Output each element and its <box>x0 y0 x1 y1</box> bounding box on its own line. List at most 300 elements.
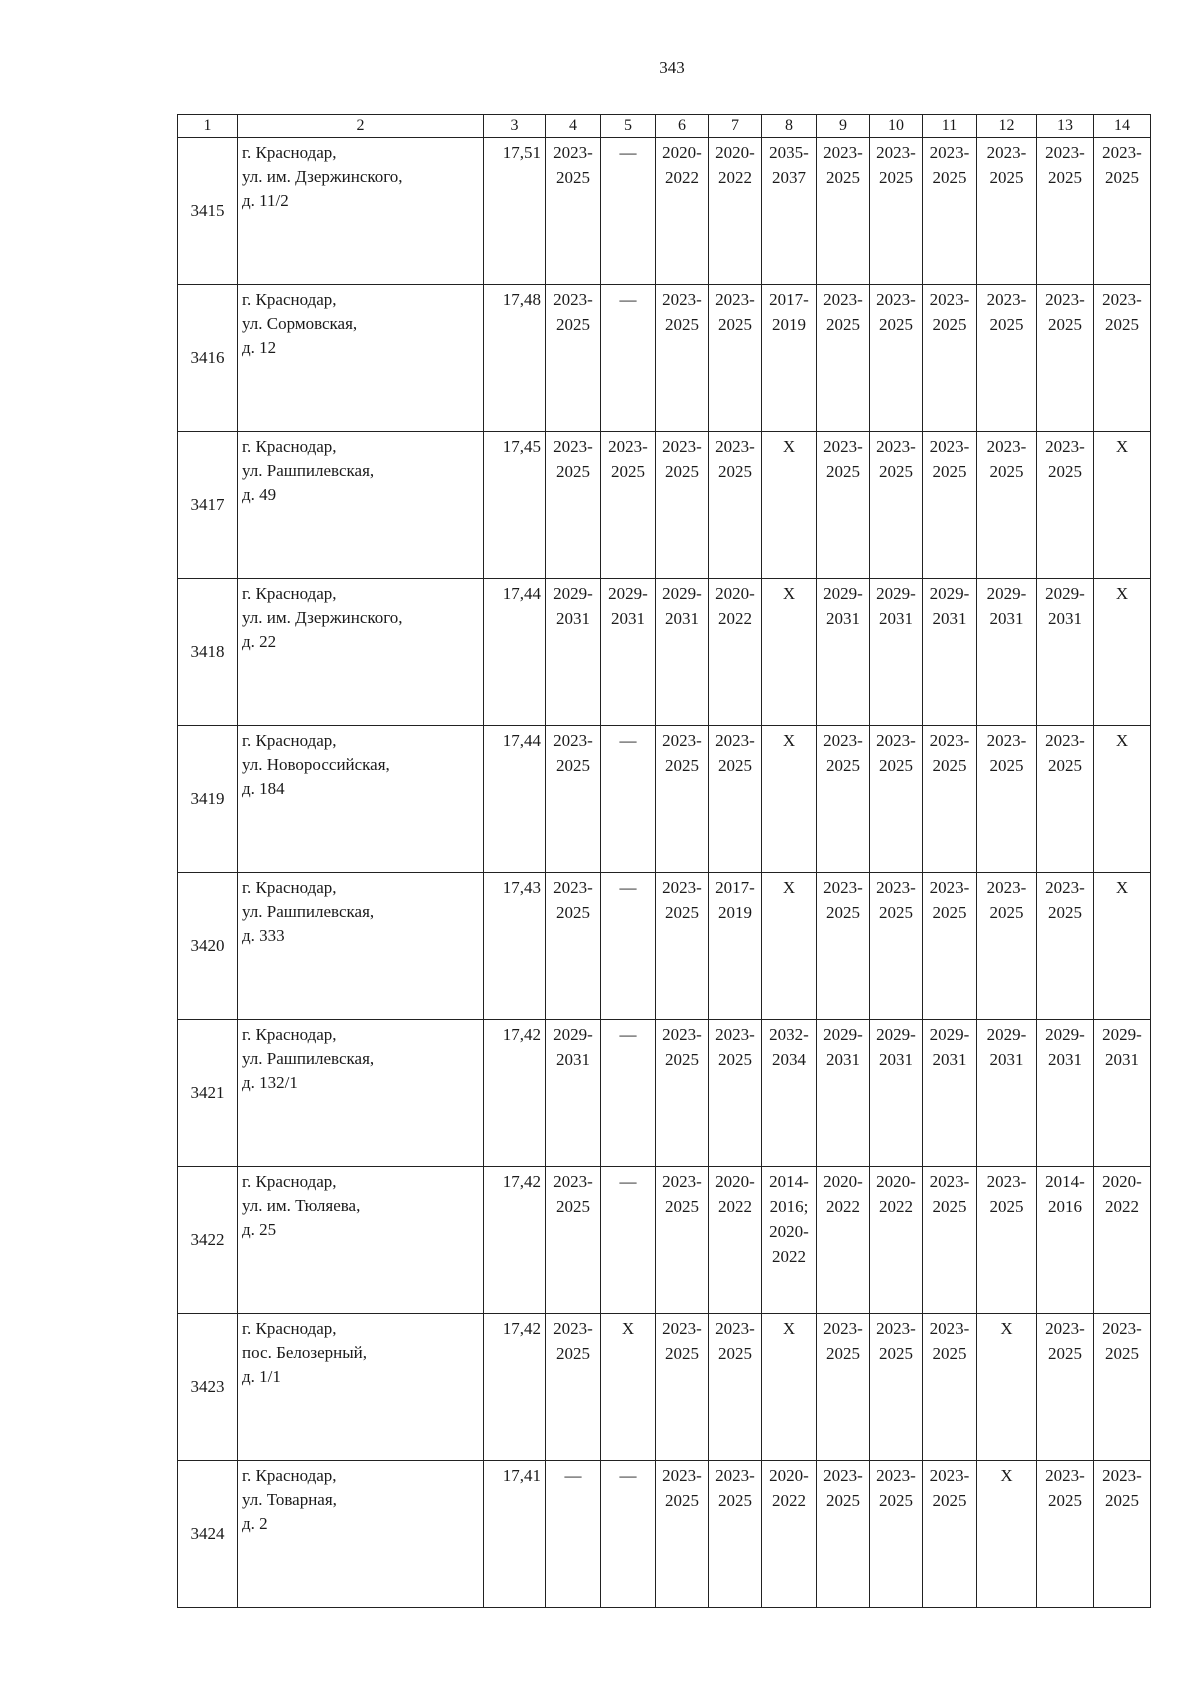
period-cell-col-5 <box>601 1020 656 1167</box>
period-line: 2029- <box>823 584 863 603</box>
period-line: 2023- <box>662 1172 702 1191</box>
address-line: г. Краснодар, <box>242 731 337 750</box>
address-line: д. 11/2 <box>242 191 289 210</box>
period-line: 2022 <box>879 1197 913 1216</box>
period-cell-col-7 <box>709 726 762 873</box>
period-cell-col-7 <box>709 1314 762 1461</box>
period-line: 2025 <box>879 315 913 334</box>
period-cell-col-13 <box>1037 726 1094 873</box>
table-row <box>178 873 1151 1020</box>
period-line: 2020- <box>769 1466 809 1485</box>
column-header-10: 10 <box>870 115 923 138</box>
column-header-14: 14 <box>1094 115 1151 138</box>
period-line: X <box>782 584 796 603</box>
table-body <box>178 115 1151 1608</box>
area-cell: 17,44 <box>484 726 546 873</box>
period-line: 2023- <box>608 437 648 456</box>
period-line: X <box>1115 584 1129 603</box>
period-line: 2032- <box>769 1025 809 1044</box>
period-line: 2023- <box>823 1466 863 1485</box>
period-line: 2023- <box>1045 1319 1085 1338</box>
address-line: ул. Товарная, <box>242 1490 337 1509</box>
period-cell-col-9 <box>817 1314 870 1461</box>
period-line: — <box>564 1466 582 1485</box>
period-cell-col-14 <box>1094 726 1151 873</box>
period-cell-col-9 <box>817 1167 870 1314</box>
period-line: 2023- <box>1102 1466 1142 1485</box>
period-line: 2025 <box>1105 168 1139 187</box>
period-line: 2025 <box>932 315 967 334</box>
period-line: 2023- <box>929 290 970 309</box>
period-line: 2025 <box>879 903 913 922</box>
period-line: 2023- <box>823 878 863 897</box>
row-number: 3422 <box>178 1167 238 1314</box>
period-cell-col-5 <box>601 432 656 579</box>
period-line: 2023- <box>986 290 1027 309</box>
period-line: — <box>619 143 637 162</box>
period-line: 2019 <box>718 903 752 922</box>
period-line: 2022 <box>718 609 752 628</box>
period-line: 2031 <box>1105 1050 1139 1069</box>
period-line: 2020- <box>715 143 755 162</box>
period-cell-col-10 <box>870 1020 923 1167</box>
period-line: 2025 <box>556 315 590 334</box>
period-line: 2025 <box>826 903 860 922</box>
period-line: X <box>1115 878 1129 897</box>
period-line: 2023- <box>823 437 863 456</box>
period-line: 2029- <box>986 1025 1027 1044</box>
period-cell-col-14 <box>1094 873 1151 1020</box>
period-line: 2025 <box>1048 1491 1082 1510</box>
period-cell-col-8 <box>762 1461 817 1608</box>
period-line: X <box>782 1319 796 1338</box>
period-line: 2025 <box>879 462 913 481</box>
column-header-5: 5 <box>601 115 656 138</box>
period-line: 2023- <box>929 1466 970 1485</box>
address-line: г. Краснодар, <box>242 437 337 456</box>
period-cell-col-4 <box>546 873 601 1020</box>
registry-table <box>177 114 1151 1608</box>
period-line: 2023- <box>715 1466 755 1485</box>
period-line: 2022 <box>718 168 752 187</box>
period-cell-col-9 <box>817 873 870 1020</box>
period-line: 2025 <box>1105 1491 1139 1510</box>
period-line: 2025 <box>1048 315 1082 334</box>
period-line: 2023- <box>823 1319 863 1338</box>
address-line: ул. Рашпилевская, <box>242 902 375 921</box>
period-line: 2023- <box>553 731 593 750</box>
period-line: 2023- <box>929 878 970 897</box>
address-line: г. Краснодар, <box>242 584 337 603</box>
period-line: 2023- <box>876 143 916 162</box>
period-line: 2031 <box>556 1050 590 1069</box>
address-line: ул. им. Дзержинского, <box>242 608 403 627</box>
period-line: X <box>1000 1319 1013 1338</box>
period-cell-col-11 <box>923 1020 977 1167</box>
period-line: 2020- <box>715 584 755 603</box>
period-cell-col-14 <box>1094 432 1151 579</box>
period-line: 2031 <box>826 609 860 628</box>
header-row <box>178 115 1151 138</box>
row-number: 3424 <box>178 1461 238 1608</box>
period-line: 2020- <box>823 1172 863 1191</box>
period-line: 2025 <box>556 903 590 922</box>
period-cell-col-5 <box>601 579 656 726</box>
period-line: 2020- <box>769 1222 809 1241</box>
period-cell-col-8 <box>762 432 817 579</box>
period-line: 2023- <box>876 437 916 456</box>
address-line: д. 22 <box>242 632 277 651</box>
address-line: д. 49 <box>242 485 277 504</box>
period-line: 2023- <box>929 1319 970 1338</box>
period-cell-col-13 <box>1037 579 1094 726</box>
period-line: 2037 <box>772 168 806 187</box>
period-line: 2025 <box>826 462 860 481</box>
period-line: 2025 <box>556 756 590 775</box>
period-cell-col-5 <box>601 1461 656 1608</box>
period-line: 2025 <box>1048 1344 1082 1363</box>
period-line: 2023- <box>715 1025 755 1044</box>
period-line: 2023- <box>986 143 1027 162</box>
table-row <box>178 432 1151 579</box>
period-cell-col-13 <box>1037 873 1094 1020</box>
period-line: — <box>619 878 637 897</box>
period-line: 2031 <box>665 609 699 628</box>
period-line: — <box>619 1466 637 1485</box>
address-cell <box>238 285 484 432</box>
period-line: 2025 <box>989 462 1024 481</box>
period-line: X <box>782 437 796 456</box>
area-cell: 17,48 <box>484 285 546 432</box>
table-row <box>178 1461 1151 1608</box>
period-line: 2025 <box>826 315 860 334</box>
period-cell-col-8 <box>762 285 817 432</box>
period-cell-col-12 <box>977 579 1037 726</box>
period-cell-col-13 <box>1037 1314 1094 1461</box>
row-number: 3420 <box>178 873 238 1020</box>
period-line: 2023- <box>1045 290 1085 309</box>
table-row <box>178 138 1151 285</box>
address-cell <box>238 1167 484 1314</box>
address-line: ул. Сормовская, <box>242 314 358 333</box>
period-line: 2022 <box>826 1197 860 1216</box>
period-cell-col-5 <box>601 138 656 285</box>
period-line: 2031 <box>932 1050 967 1069</box>
period-line: 2025 <box>932 1344 967 1363</box>
period-cell-col-4 <box>546 579 601 726</box>
period-line: 2029- <box>876 584 916 603</box>
address-line: ул. Новороссийская, <box>242 755 390 774</box>
period-cell-col-14 <box>1094 1314 1151 1461</box>
period-line: 2023- <box>1102 143 1142 162</box>
period-line: 2029- <box>553 584 593 603</box>
period-cell-col-12 <box>977 1167 1037 1314</box>
period-line: 2014- <box>769 1172 809 1191</box>
address-line: д. 25 <box>242 1220 277 1239</box>
period-line: 2023- <box>1045 878 1085 897</box>
period-line: 2025 <box>932 756 967 775</box>
period-cell-col-13 <box>1037 138 1094 285</box>
period-cell-col-5 <box>601 1314 656 1461</box>
address-line: д. 1/1 <box>242 1367 281 1386</box>
period-cell-col-12 <box>977 432 1037 579</box>
period-line: 2023- <box>662 437 702 456</box>
period-cell-col-9 <box>817 1020 870 1167</box>
period-line: 2025 <box>879 1491 913 1510</box>
period-cell-col-5 <box>601 873 656 1020</box>
column-header-8: 8 <box>762 115 817 138</box>
period-line: 2029- <box>876 1025 916 1044</box>
period-line: 2023- <box>1045 731 1085 750</box>
area-cell: 17,42 <box>484 1167 546 1314</box>
address-line: г. Краснодар, <box>242 290 337 309</box>
period-line: 2022 <box>665 168 699 187</box>
period-line: 2023- <box>986 437 1027 456</box>
period-cell-col-11 <box>923 138 977 285</box>
period-cell-col-9 <box>817 138 870 285</box>
address-cell <box>238 579 484 726</box>
period-cell-col-9 <box>817 579 870 726</box>
period-line: X <box>1115 437 1129 456</box>
period-line: 2025 <box>665 1491 699 1510</box>
period-cell-col-8 <box>762 579 817 726</box>
table-row <box>178 1167 1151 1314</box>
period-cell-col-13 <box>1037 1461 1094 1608</box>
period-line: 2025 <box>826 1344 860 1363</box>
period-line: 2025 <box>556 168 590 187</box>
period-line: 2023- <box>823 731 863 750</box>
period-cell-col-8 <box>762 726 817 873</box>
period-line: 2025 <box>1048 462 1082 481</box>
period-line: 2025 <box>1105 1344 1139 1363</box>
period-cell-col-14 <box>1094 138 1151 285</box>
period-cell-col-12 <box>977 138 1037 285</box>
period-line: 2014- <box>1045 1172 1085 1191</box>
address-line: д. 333 <box>242 926 285 945</box>
period-cell-col-11 <box>923 726 977 873</box>
period-cell-col-7 <box>709 1461 762 1608</box>
period-line: 2025 <box>989 1197 1024 1216</box>
period-line: 2016; <box>769 1197 809 1216</box>
period-cell-col-6 <box>656 432 709 579</box>
area-cell: 17,45 <box>484 432 546 579</box>
period-line: 2023- <box>929 731 970 750</box>
table-row <box>178 1020 1151 1167</box>
period-line: 2023- <box>1045 1466 1085 1485</box>
period-cell-col-4 <box>546 1314 601 1461</box>
period-cell-col-6 <box>656 285 709 432</box>
period-line: X <box>782 731 796 750</box>
period-line: 2031 <box>1048 609 1082 628</box>
period-line: 2031 <box>879 1050 913 1069</box>
period-cell-col-10 <box>870 138 923 285</box>
row-number: 3421 <box>178 1020 238 1167</box>
period-line: 2025 <box>1105 315 1139 334</box>
period-line: 2031 <box>989 1050 1024 1069</box>
period-line: 2022 <box>772 1491 806 1510</box>
row-number: 3418 <box>178 579 238 726</box>
period-line: 2029- <box>1045 584 1085 603</box>
period-line: 2017- <box>769 290 809 309</box>
period-line: 2023- <box>662 878 702 897</box>
period-cell-col-6 <box>656 1020 709 1167</box>
period-line: 2023- <box>876 1319 916 1338</box>
period-cell-col-10 <box>870 432 923 579</box>
period-line: 2017- <box>715 878 755 897</box>
period-line: 2025 <box>1048 903 1082 922</box>
period-cell-col-12 <box>977 285 1037 432</box>
address-cell <box>238 1461 484 1608</box>
period-cell-col-7 <box>709 1020 762 1167</box>
table-row <box>178 726 1151 873</box>
period-cell-col-7 <box>709 432 762 579</box>
row-number: 3417 <box>178 432 238 579</box>
period-cell-col-10 <box>870 1167 923 1314</box>
period-line: 2031 <box>879 609 913 628</box>
period-line: 2025 <box>718 1050 752 1069</box>
period-line: 2029- <box>929 1025 970 1044</box>
period-cell-col-11 <box>923 1167 977 1314</box>
period-cell-col-14 <box>1094 1461 1151 1608</box>
column-header-6: 6 <box>656 115 709 138</box>
row-number: 3416 <box>178 285 238 432</box>
period-line: 2023- <box>823 143 863 162</box>
address-line: д. 12 <box>242 338 277 357</box>
period-cell-col-12 <box>977 873 1037 1020</box>
column-header-9: 9 <box>817 115 870 138</box>
period-line: 2025 <box>718 1491 752 1510</box>
address-line: ул. Рашпилевская, <box>242 1049 375 1068</box>
period-line: 2025 <box>665 462 699 481</box>
period-cell-col-14 <box>1094 1020 1151 1167</box>
period-line: 2023- <box>986 878 1027 897</box>
period-cell-col-6 <box>656 873 709 1020</box>
period-line: X <box>621 1319 635 1338</box>
period-cell-col-8 <box>762 1314 817 1461</box>
period-line: 2025 <box>556 1344 590 1363</box>
period-line: X <box>1000 1466 1013 1485</box>
area-cell: 17,41 <box>484 1461 546 1608</box>
address-line: ул. им. Тюляева, <box>242 1196 361 1215</box>
period-line: 2022 <box>718 1197 752 1216</box>
period-line: 2023- <box>1102 1319 1142 1338</box>
period-cell-col-4 <box>546 285 601 432</box>
period-line: 2025 <box>932 1197 967 1216</box>
period-line: 2023- <box>553 1319 593 1338</box>
period-line: 2023- <box>715 437 755 456</box>
period-line: 2023- <box>876 290 916 309</box>
period-cell-col-10 <box>870 579 923 726</box>
period-cell-col-10 <box>870 726 923 873</box>
address-line: д. 132/1 <box>242 1073 298 1092</box>
table-row <box>178 285 1151 432</box>
period-line: 2029- <box>1045 1025 1085 1044</box>
address-line: пос. Белозерный, <box>242 1343 367 1362</box>
table-row <box>178 1314 1151 1461</box>
period-cell-col-4 <box>546 138 601 285</box>
period-line: 2023- <box>662 1466 702 1485</box>
period-line: 2023- <box>715 1319 755 1338</box>
period-cell-col-12 <box>977 1314 1037 1461</box>
period-line: 2025 <box>932 168 967 187</box>
period-line: 2025 <box>665 1050 699 1069</box>
period-line: 2025 <box>556 462 590 481</box>
period-line: — <box>619 290 637 309</box>
period-line: 2035- <box>769 143 809 162</box>
period-line: 2022 <box>1105 1197 1139 1216</box>
period-line: — <box>619 1025 637 1044</box>
period-cell-col-10 <box>870 285 923 432</box>
period-cell-col-5 <box>601 285 656 432</box>
address-cell <box>238 726 484 873</box>
period-line: 2023- <box>929 1172 970 1191</box>
period-line: 2023- <box>715 290 755 309</box>
period-line: 2020- <box>1102 1172 1142 1191</box>
address-line: г. Краснодар, <box>242 1025 337 1044</box>
period-cell-col-5 <box>601 1167 656 1314</box>
period-line: 2025 <box>1048 168 1082 187</box>
period-line: 2031 <box>989 609 1024 628</box>
period-line: 2025 <box>718 315 752 334</box>
period-line: 2025 <box>932 462 967 481</box>
address-line: г. Краснодар, <box>242 1466 337 1485</box>
address-line: ул. им. Дзержинского, <box>242 167 403 186</box>
period-cell-col-4 <box>546 1167 601 1314</box>
table-row <box>178 579 1151 726</box>
address-cell <box>238 873 484 1020</box>
period-line: 2029- <box>608 584 648 603</box>
period-cell-col-13 <box>1037 285 1094 432</box>
period-line: 2023- <box>553 878 593 897</box>
period-line: 2025 <box>665 903 699 922</box>
period-line: 2025 <box>826 168 860 187</box>
period-cell-col-7 <box>709 1167 762 1314</box>
period-cell-col-8 <box>762 138 817 285</box>
period-cell-col-7 <box>709 138 762 285</box>
period-line: 2025 <box>611 462 645 481</box>
period-cell-col-6 <box>656 1314 709 1461</box>
period-line: 2025 <box>932 1491 967 1510</box>
period-line: 2025 <box>879 1344 913 1363</box>
period-line: 2023- <box>876 878 916 897</box>
period-line: 2025 <box>556 1197 590 1216</box>
period-line: 2025 <box>718 1344 752 1363</box>
period-line: 2019 <box>772 315 806 334</box>
address-cell <box>238 1314 484 1461</box>
period-line: 2023- <box>553 437 593 456</box>
period-line: 2029- <box>823 1025 863 1044</box>
period-line: 2025 <box>665 315 699 334</box>
period-line: X <box>1115 731 1129 750</box>
period-cell-col-6 <box>656 579 709 726</box>
area-cell: 17,42 <box>484 1020 546 1167</box>
period-cell-col-14 <box>1094 579 1151 726</box>
period-line: 2025 <box>989 903 1024 922</box>
period-line: 2023- <box>1045 143 1085 162</box>
area-cell: 17,42 <box>484 1314 546 1461</box>
column-header-4: 4 <box>546 115 601 138</box>
period-line: 2025 <box>879 756 913 775</box>
period-line: 2025 <box>989 315 1024 334</box>
period-cell-col-11 <box>923 579 977 726</box>
area-cell: 17,51 <box>484 138 546 285</box>
period-cell-col-8 <box>762 873 817 1020</box>
address-line: г. Краснодар, <box>242 878 337 897</box>
period-line: 2023- <box>553 290 593 309</box>
area-cell: 17,44 <box>484 579 546 726</box>
period-cell-col-12 <box>977 1020 1037 1167</box>
period-line: 2034 <box>772 1050 806 1069</box>
